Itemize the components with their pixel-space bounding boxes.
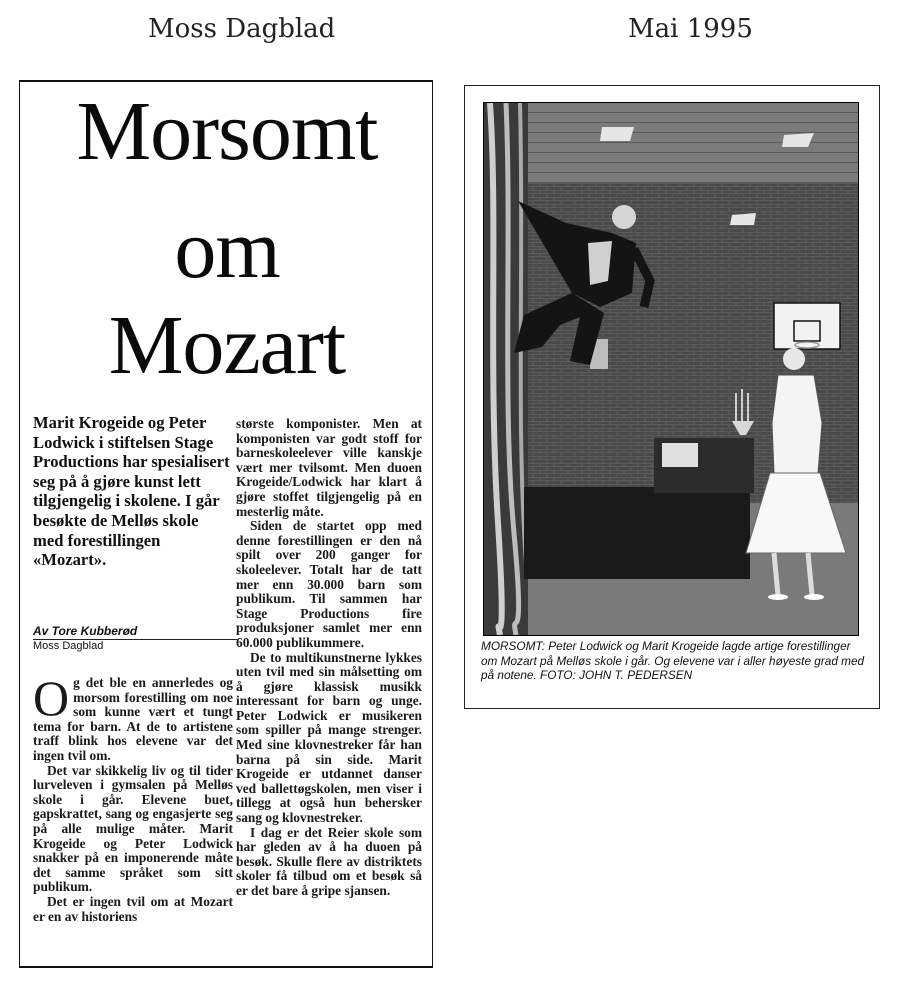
drop-cap: O	[33, 670, 70, 726]
paragraph: største komponister. Men at komponisten var godt stoff for barneskoleelever ville kanskje vært mer tvilsomt. Men duoen Krogeide/Lodwick har klart å gjøre stoffet tilgjengelig på en mesterlig måte.	[236, 416, 422, 519]
paragraph: Siden de startet opp med denne forestillingen er den nå spilt over 200 ganger for skoleelever. Totalt har de tatt mer enn 30.000 barn som publikum. Til sammen har Stage Productions fire produksjoner samlet mer enn 60.000 publikummere.	[236, 518, 422, 650]
paragraph	[33, 670, 233, 764]
byline-source: Moss Dagblad	[33, 640, 104, 652]
photo-caption: MORSOMT: Peter Lodwick og Marit Krogeide lagde artige forestillinger om Mozart på Melløs skole i går. Og elevene var i aller høyeste grad med på notene. FOTO: JOHN T. PEDERSEN	[481, 639, 865, 682]
newspaper-source: Moss Dagblad	[148, 14, 336, 44]
publication-date: Mai 1995	[628, 14, 753, 44]
article-clipping	[19, 80, 433, 968]
article-column-right	[236, 417, 422, 899]
headline-line-2: om	[174, 203, 280, 296]
photo-frame	[464, 85, 880, 709]
performance-photo	[483, 102, 859, 636]
paragraph: De to multikunstnerne lykkes uten tvil med sin målsetting om å gjøre klassisk musikk interessant for barn og unge. Peter Lodwick er musikeren som spiller på mange strenger. Med sine klovnestreker får han barna på sin side. Marit Krogeide er utdannet danser ved ballettøgskolen, men viser i tillegg at også hun behersker sang og klovnestreker.	[236, 649, 422, 826]
article-column-left	[33, 670, 233, 924]
paragraph: I dag er det Reier skole som har gleden av å ha duoen på besøk. Skulle flere av distriktets skoler få tilbud om et besøk så er det bare å gripe sjansen.	[236, 824, 422, 898]
lead-paragraph: Marit Krogeide og Peter Lodwick i stiftelsen Stage Productions har spesialisert seg på å gjøre kunst lett tilgjengelig i skolene. I går besøkte de Melløs skole med forestillingen «Mozart».	[33, 413, 230, 570]
headline-line-1: Morsomt	[76, 85, 378, 178]
headline-line-3: Mozart	[108, 299, 346, 392]
gym-scene-image	[484, 103, 858, 635]
paragraph: Det er ingen tvil om at Mozart er en av historiens	[33, 893, 233, 924]
byline: Av Tore Kubberød	[33, 624, 237, 640]
paragraph-text: g det ble en annerledes og morsom forestilling om noe som kunne vært et tungt tema for barn. At de to artistene traff blink hos elevene var det ingen tvil om.	[33, 675, 233, 763]
paragraph: Det var skikkelig liv og til tider lurveleven i gymsalen på Melløs skole i går. Elevene buet, gapskrattet, sang og engasjerte seg på alle mulige måter. Marit Krogeide og Peter Lodwick snakker på en imponerende måte det samme språket som sitt publikum.	[33, 762, 233, 895]
